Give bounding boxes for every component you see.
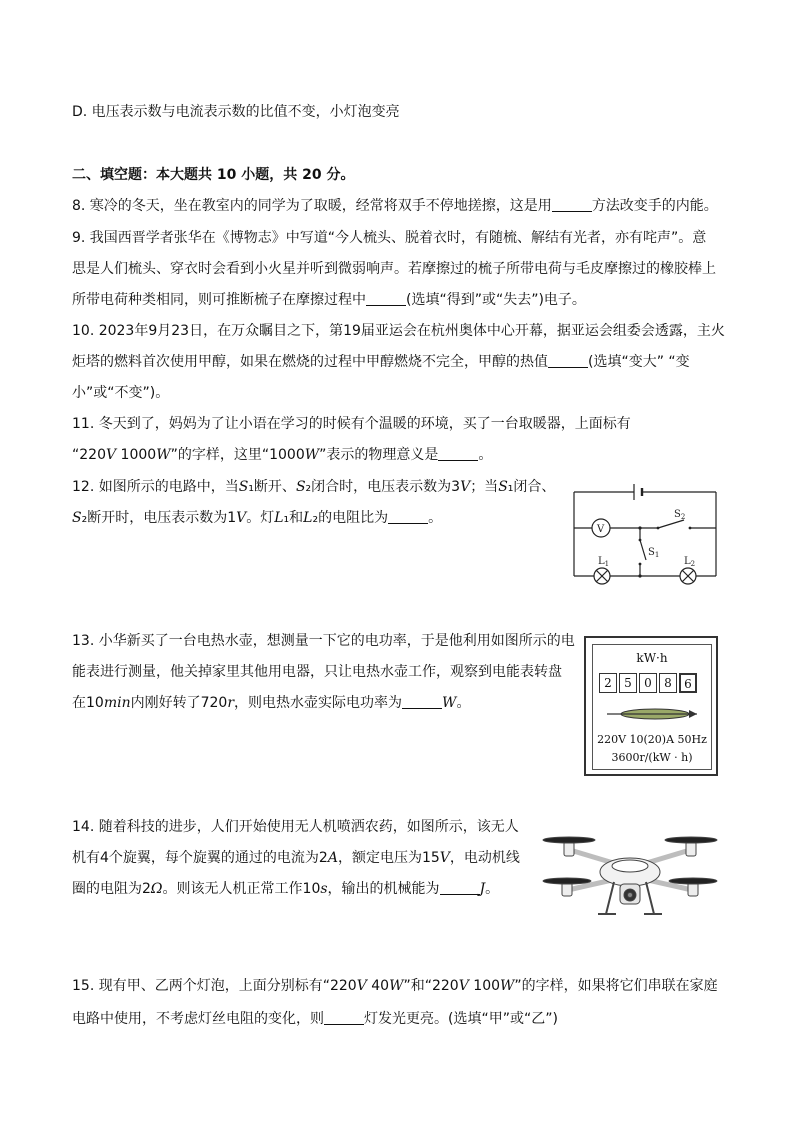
q12-t: ；当 <box>470 479 499 495</box>
q12-t: ₂断开时，电压表示数为1 <box>81 510 237 526</box>
q11-unit: V <box>105 447 117 463</box>
q12-sym: S <box>72 510 82 526</box>
q14-t: 机有4个旋翼，每个旋翼的通过的电流为2 <box>72 850 328 866</box>
question-12-line-1 <box>72 477 555 497</box>
l1-label: $L_1$ <box>598 556 610 568</box>
s2-label: $S_2$ <box>674 509 686 521</box>
question-15-line-1 <box>72 976 718 996</box>
q13-t: ，则电热水壶实际电功率为 <box>234 695 403 711</box>
q14-t: ，电动机线 <box>449 850 520 866</box>
q12-sym: V <box>236 510 247 526</box>
q13-unit: r <box>227 695 235 711</box>
meter-digit-decimal: 6 <box>679 673 697 693</box>
meter-unit: kW·h <box>636 651 668 665</box>
q11-t: 1000 <box>116 447 157 463</box>
q15-t: 灯发光更亮。(选填“甲”或“乙”) <box>364 1011 558 1027</box>
meter-digit: 0 <box>639 673 657 693</box>
q15-t: 40 <box>366 978 390 994</box>
section-header: 二、填空题：本大题共 10 小题，共 20 分。 <box>72 167 355 183</box>
answer-blank[interactable] <box>366 291 406 306</box>
q14-t: 圈的电阻为2 <box>72 881 151 897</box>
s1-label: $S_1$ <box>648 547 660 559</box>
question-10-line-3: 小”或“不变”)。 <box>72 385 170 401</box>
drone-image <box>540 820 720 930</box>
q15-t: ”和“220 <box>403 978 459 994</box>
q11-t: “220 <box>72 447 106 463</box>
q15-unit: W <box>500 978 515 994</box>
q12-t: ₂闭合时，电压表示数为3 <box>305 479 461 495</box>
question-14-line-3 <box>72 879 499 899</box>
q12-t: ₁和 <box>283 510 304 526</box>
answer-blank[interactable] <box>438 446 478 461</box>
q12-t: 。 <box>428 510 443 526</box>
q10-text: 炬塔的燃料首次使用甲醇，如果在燃烧的过程中甲醇燃烧不完全，甲醇的热值 <box>72 354 548 370</box>
q14-unit: V <box>439 850 450 866</box>
question-9-line-3 <box>72 290 586 310</box>
q8-text-end: 方法改变手的内能。 <box>591 198 718 214</box>
q15-t: 电路中使用，不考虑灯丝电阻的变化，则 <box>72 1011 324 1027</box>
question-12-line-2 <box>72 508 442 528</box>
q12-t: ₁断开、 <box>248 479 296 495</box>
answer-blank[interactable] <box>548 353 588 368</box>
question-13-line-3 <box>72 693 470 713</box>
question-9-line-1: 9. 我国西晋学者张华在《博物志》中写道“今人梳头、脱着衣时，有随梳、解结有光者，亦有咤声”。意 <box>72 230 707 246</box>
option-d: D. 电压表示数与电流表示数的比值不变，小灯泡变亮 <box>72 104 400 120</box>
answer-blank[interactable] <box>552 197 592 212</box>
q10-text-end: (选填“变大” “变 <box>588 354 690 370</box>
q12-t: ₂的电阻比为 <box>312 510 389 526</box>
question-11-line-2 <box>72 445 492 465</box>
answer-blank[interactable] <box>324 1010 364 1025</box>
question-14-line-1: 14. 随着科技的进步，人们开始使用无人机喷洒农药，如图所示，该无人 <box>72 819 519 835</box>
q9-text: 所带电荷种类相同，则可推断梳子在摩擦过程中 <box>72 292 366 308</box>
q15-unit: V <box>356 978 367 994</box>
question-10-line-1: 10. 2023年9月23日，在万众瞩目之下，第19届亚运会在杭州奥体中心开幕，据亚运会组委会透露，主火 <box>72 323 725 339</box>
meter-digits <box>599 673 699 693</box>
q12-t: 。灯 <box>246 510 275 526</box>
q13-t: 。 <box>456 695 471 711</box>
q15-unit: V <box>458 978 469 994</box>
q8-text: 8. 寒冷的冬天，坐在教室内的同学为了取暖，经常将双手不停地搓擦，这是用 <box>72 198 552 214</box>
meter-digit: 8 <box>659 673 677 693</box>
q11-t: ”的字样，这里“1000 <box>170 447 305 463</box>
q15-t: ”的字样，如果将它们串联在家庭 <box>514 978 718 994</box>
q12-sym: L <box>274 510 284 526</box>
q12-sym: S <box>295 479 306 495</box>
q14-t: 。 <box>485 881 500 897</box>
answer-blank[interactable] <box>388 509 428 524</box>
meter-digit: 5 <box>619 673 637 693</box>
q12-t: ₁闭合、 <box>507 479 556 495</box>
question-8 <box>72 196 718 216</box>
q15-t: 100 <box>468 978 501 994</box>
q13-unit: min <box>103 695 131 711</box>
answer-blank[interactable] <box>440 880 480 895</box>
meter-digit: 2 <box>599 673 617 693</box>
q14-unit: Ω <box>150 881 163 897</box>
question-13-line-2: 能表进行测量，他关掉家里其他用电器，只让电热水壶工作，观察到电能表转盘 <box>72 664 562 680</box>
question-11-line-1: 11. 冬天到了，妈妈为了让小语在学习的时候有个温暖的环境，买了一台取暖器，上面标有 <box>72 416 631 432</box>
q14-t: ，输出的机械能为 <box>327 881 440 897</box>
l2-label: $L_2$ <box>684 556 696 568</box>
question-13-line-1: 13. 小华新买了一台电热水壶，想测量一下它的电功率，于是他利用如图所示的电 <box>72 633 575 649</box>
q12-t: 12. 如图所示的电路中，当 <box>72 479 239 495</box>
q12-sym: S <box>498 479 508 495</box>
q14-unit: J <box>479 881 486 897</box>
energy-meter-panel <box>592 644 712 770</box>
meter-spec-1: 220V 10(20)A 50Hz <box>597 733 707 746</box>
q13-t: 在10 <box>72 695 104 711</box>
q14-t: ，额定电压为15 <box>337 850 440 866</box>
q13-t: 内刚好转了720 <box>130 695 228 711</box>
energy-meter <box>584 636 718 776</box>
question-15-line-2 <box>72 1009 558 1029</box>
voltmeter-label: V <box>597 524 605 535</box>
q12-sym: V <box>460 479 471 495</box>
q11-unit: W <box>304 447 320 463</box>
circuit-diagram <box>566 480 726 590</box>
switch-s2-blade <box>658 520 684 528</box>
answer-blank[interactable] <box>402 694 442 709</box>
q11-unit: W <box>156 447 171 463</box>
q14-t: 。则该无人机正常工作10 <box>162 881 321 897</box>
q13-unit: W <box>442 695 457 711</box>
question-14-line-2 <box>72 848 520 868</box>
question-9-line-2: 思是人们梳头、穿衣时会看到小火星并听到微弱响声。若摩擦过的梳子所带电荷与毛皮摩擦过的橡胶棒上 <box>72 261 716 277</box>
q9-text-end: (选填“得到”或“失去”)电子。 <box>406 292 586 308</box>
q12-sym: S <box>238 479 249 495</box>
q12-sym: L <box>303 510 313 526</box>
q14-unit: A <box>327 850 338 866</box>
q15-t: 15. 现有甲、乙两个灯泡，上面分别标有“220 <box>72 978 357 994</box>
q11-t: ”表示的物理意义是 <box>319 447 439 463</box>
question-10-line-2 <box>72 352 690 372</box>
q15-unit: W <box>389 978 404 994</box>
meter-spec-2: 3600r/(kW · h) <box>611 751 693 764</box>
q14-unit: s <box>320 881 328 897</box>
meter-disc-icon <box>603 705 703 723</box>
switch-s1-blade <box>640 540 646 560</box>
q11-t: 。 <box>478 447 493 463</box>
